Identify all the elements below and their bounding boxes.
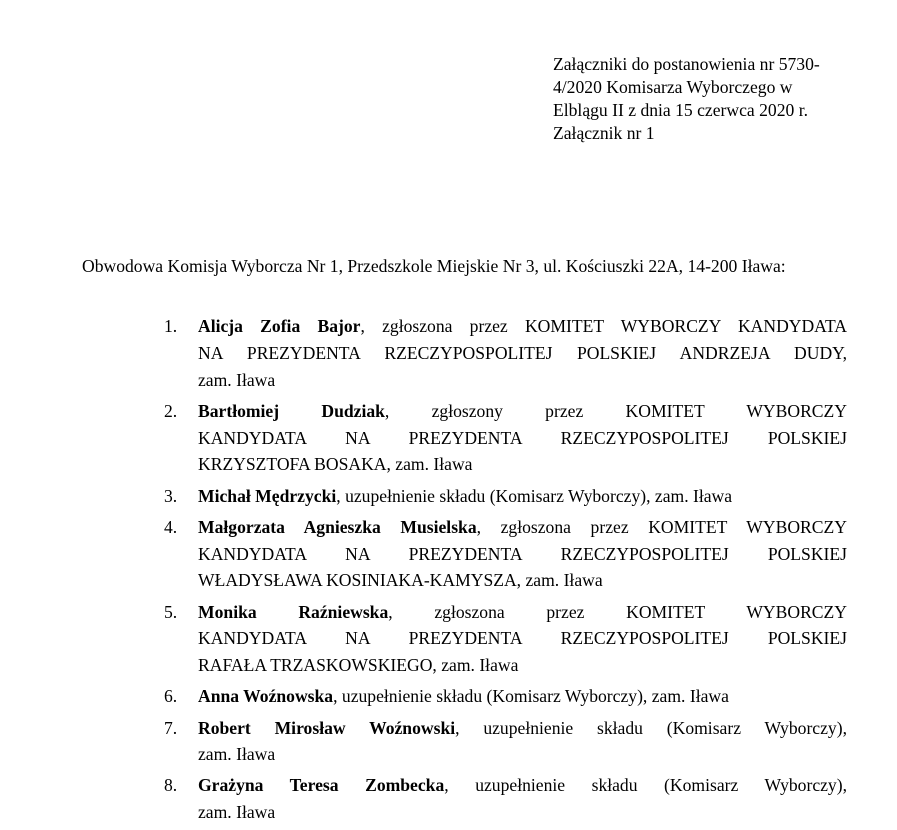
commission-title: Obwodowa Komisja Wyborcza Nr 1, Przedszkole Miejskie Nr 3, ul. Kościuszki 22A, 14-200 Iława: <box>82 256 786 276</box>
item-number: 6. <box>164 686 178 707</box>
item-text <box>198 483 847 510</box>
item-number: 5. <box>164 601 178 622</box>
member-name: Robert Mirosław Woźnowski <box>198 717 456 738</box>
member-name: Monika Raźniewska <box>198 601 389 622</box>
header-line: Załącznik nr 1 <box>553 123 655 143</box>
member-list <box>164 313 847 830</box>
item-text <box>198 313 847 393</box>
member-details: zam. Iława <box>198 369 276 390</box>
member-details: KANDYDATA NA PREZYDENTA RZECZYPOSPOLITEJ POLSKIEJ <box>198 543 847 564</box>
list-item <box>164 514 847 594</box>
member-details: RAFAŁA TRZASKOWSKIEGO, zam. Iława <box>198 655 519 676</box>
list-item <box>164 313 847 393</box>
member-details: zam. Iława <box>198 802 276 823</box>
member-details: , uzupełnienie składu (Komisarz Wyborczy), zam. Iława <box>333 686 729 707</box>
member-details: , uzupełnienie składu (Komisarz Wyborczy), <box>455 717 847 738</box>
item-text <box>198 599 847 679</box>
item-text <box>198 398 847 478</box>
member-details: WŁADYSŁAWA KOSINIAKA-KAMYSZA, zam. Iława <box>198 570 603 591</box>
member-details: , zgłoszona przez KOMITET WYBORCZY <box>388 601 847 622</box>
header-line: 4/2020 Komisarza Wyborczego w <box>553 77 793 97</box>
item-number: 3. <box>164 485 178 506</box>
item-text <box>198 683 847 710</box>
item-number: 4. <box>164 516 178 537</box>
header-line: Załączniki do postanowienia nr 5730- <box>553 54 820 74</box>
item-number: 2. <box>164 400 178 421</box>
item-number: 7. <box>164 717 178 738</box>
member-details: , uzupełnienie składu (Komisarz Wyborczy), zam. Iława <box>336 485 733 506</box>
item-text <box>198 715 847 769</box>
member-details: KRZYSZTOFA BOSAKA, zam. Iława <box>198 454 473 475</box>
member-details: zam. Iława <box>198 744 276 765</box>
item-text <box>198 772 847 826</box>
list-item <box>164 683 847 710</box>
member-details: KANDYDATA NA PREZYDENTA RZECZYPOSPOLITEJ POLSKIEJ <box>198 427 847 448</box>
member-details: , zgłoszona przez KOMITET WYBORCZY KANDYDATA <box>360 316 847 336</box>
list-item <box>164 398 847 478</box>
item-number: 8. <box>164 775 178 796</box>
member-details: , zgłoszona przez KOMITET WYBORCZY <box>476 516 847 537</box>
member-name: Grażyna Teresa Zombecka <box>198 775 445 796</box>
list-item <box>164 599 847 679</box>
list-item <box>164 772 847 826</box>
member-details: NA PREZYDENTA RZECZYPOSPOLITEJ POLSKIEJ ANDRZEJA DUDY, <box>198 342 847 363</box>
member-details: KANDYDATA NA PREZYDENTA RZECZYPOSPOLITEJ POLSKIEJ <box>198 628 847 649</box>
member-details: , zgłoszony przez KOMITET WYBORCZY <box>384 400 847 421</box>
item-number: 1. <box>164 316 178 336</box>
item-text <box>198 514 847 594</box>
list-item <box>164 483 847 510</box>
member-name: Anna Woźnowska <box>198 686 334 707</box>
member-name: Alicja Zofia Bajor <box>198 316 361 336</box>
member-name: Małgorzata Agnieszka Musielska <box>198 516 477 537</box>
member-name: Michał Mędrzycki <box>198 485 337 506</box>
header-line: Elblągu II z dnia 15 czerwca 2020 r. <box>553 100 809 120</box>
list-item <box>164 715 847 769</box>
attachment-header <box>553 53 873 145</box>
member-name: Bartłomiej Dudziak <box>198 400 385 421</box>
member-details: , uzupełnienie składu (Komisarz Wyborczy), <box>444 775 847 796</box>
